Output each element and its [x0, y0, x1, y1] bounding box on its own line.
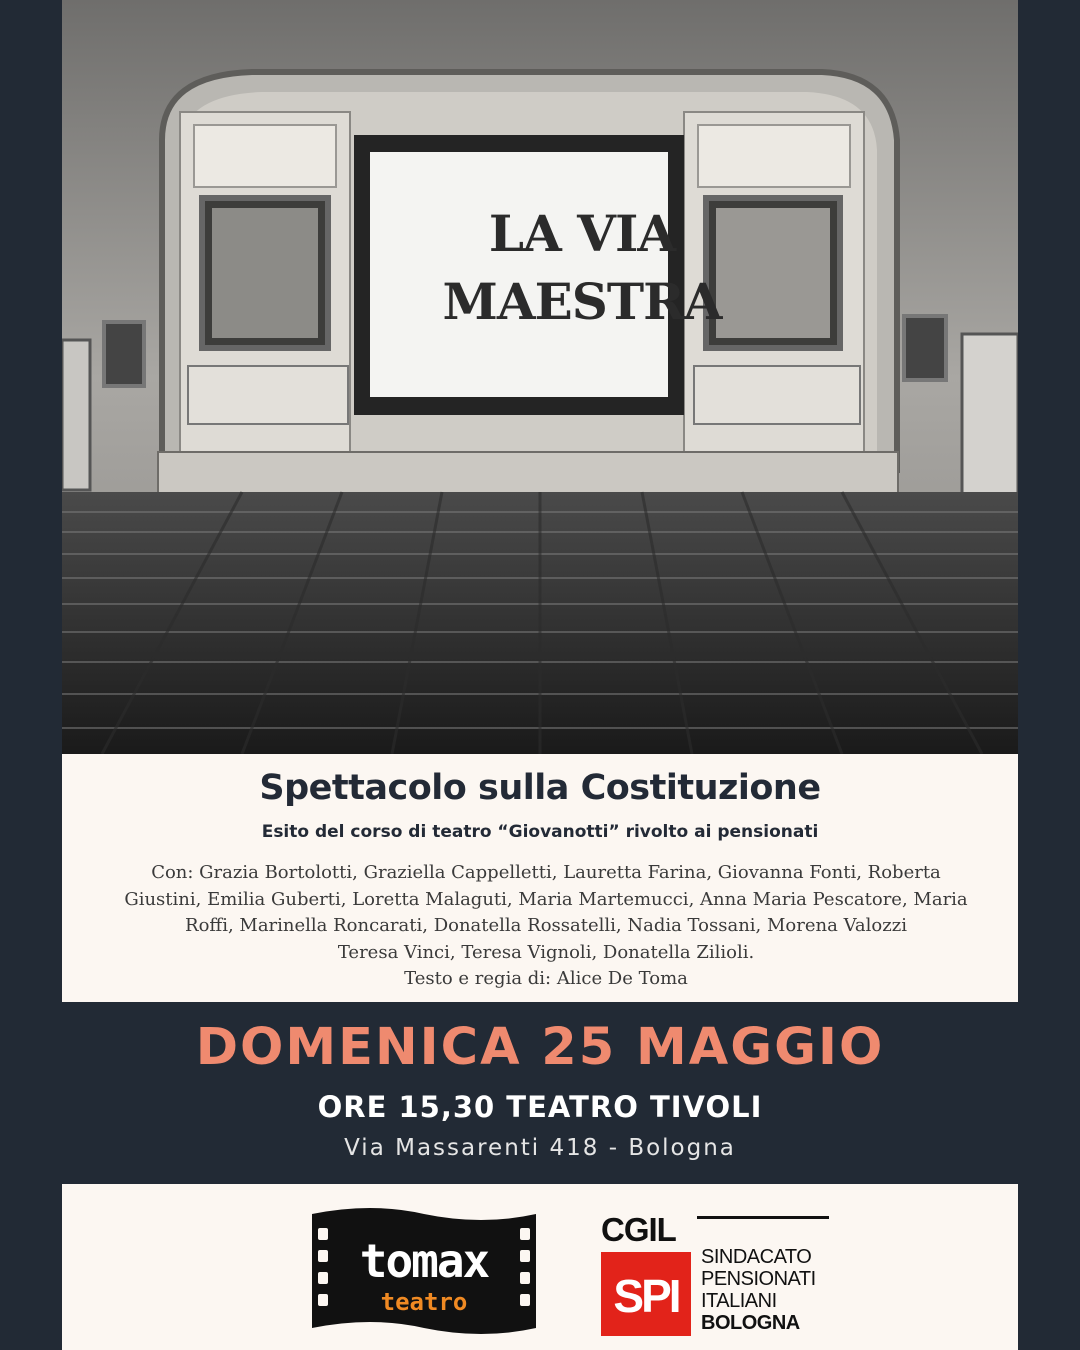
cast-list: [98, 860, 994, 993]
event-address: Via Massarenti 418 - Bologna: [344, 1135, 736, 1161]
show-subtitle: Spettacolo sulla Costituzione: [259, 768, 821, 808]
cast-line: Teresa Vinci, Teresa Vignoli, Donatella Zilioli.: [337, 941, 755, 963]
spi-line: SINDACATO: [701, 1246, 812, 1268]
cast-line: Roffi, Marinella Roncarati, Donatella Rossatelli, Nadia Tossani, Morena Valozzi: [185, 915, 907, 936]
tomax-teatro-logo: [312, 1206, 536, 1336]
logo-divider: [697, 1216, 829, 1219]
cast-line: Giustini, Emilia Guberti, Loretta Malaguti, Maria Martemucci, Anna Maria Pescatore, Maria: [124, 888, 968, 910]
cgil-wordmark: CGIL: [601, 1211, 676, 1248]
event-date: DOMENICA 25 MAGGIO: [195, 1018, 885, 1077]
cast-line: Con: Grazia Bortolotti, Graziella Cappelletti, Lauretta Farina, Giovanna Fonti, Roberta: [151, 862, 941, 883]
cgil-spi-logo: [601, 1211, 831, 1338]
tomax-wordmark: tomax: [359, 1234, 489, 1288]
event-time-venue: ORE 15,30 TEATRO TIVOLI: [317, 1090, 763, 1124]
sponsor-logos: [62, 1184, 1018, 1350]
show-title: [432, 200, 732, 336]
spi-line-city: BOLOGNA: [701, 1312, 800, 1334]
spi-line: PENSIONATI: [701, 1268, 816, 1290]
show-title-line2: MAESTRA: [442, 272, 722, 331]
info-panel: [62, 754, 1018, 1002]
spi-wordmark: SPI: [613, 1270, 679, 1322]
director-credit: Testo e regia di: Alice De Toma: [404, 968, 688, 989]
spi-full-name: [701, 1246, 816, 1334]
spi-line: ITALIANI: [701, 1290, 777, 1312]
course-tagline: Esito del corso di teatro “Giovanotti” rivolto ai pensionati: [261, 822, 819, 842]
spi-badge: [601, 1252, 691, 1336]
theatre-photo: [62, 0, 1018, 754]
tomax-subtext: teatro: [380, 1288, 468, 1316]
show-title-line1: LA VIA: [488, 204, 676, 263]
theatre-illustration: [62, 0, 1018, 754]
